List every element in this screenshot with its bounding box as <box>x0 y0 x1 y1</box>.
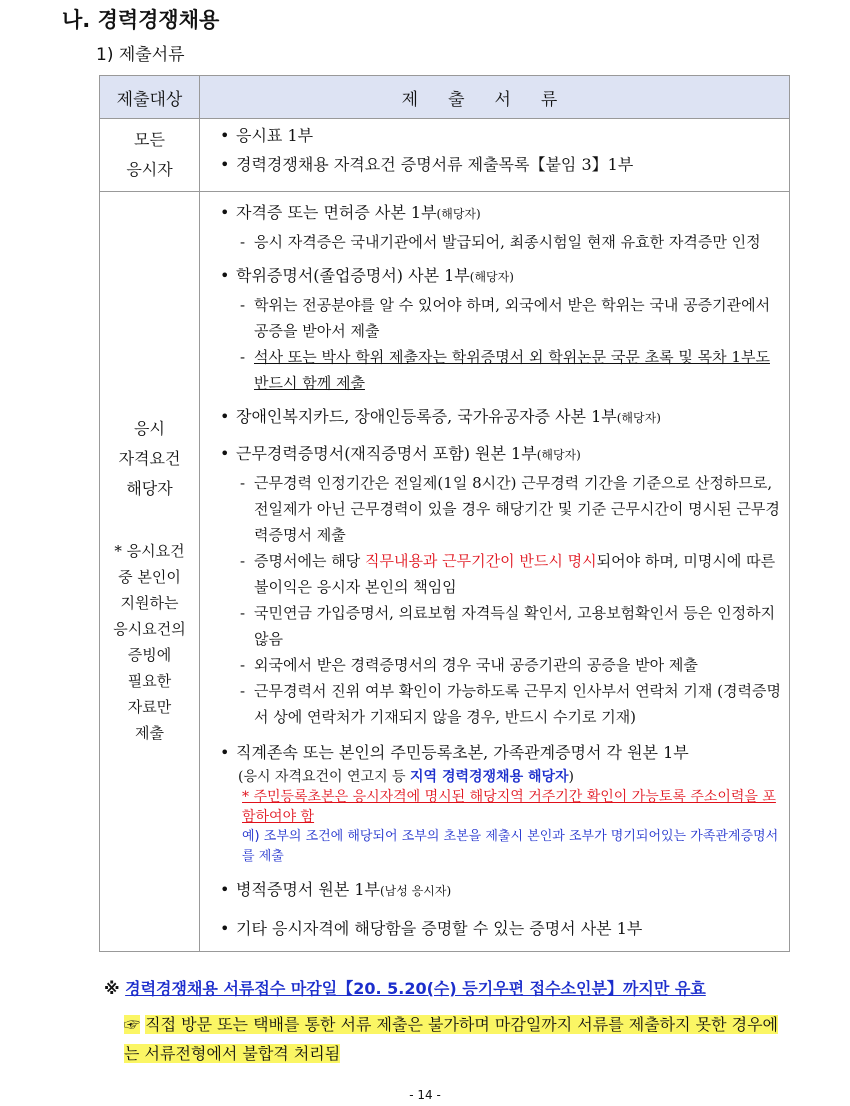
target-text: 응시자 <box>126 160 173 179</box>
item-text: 장애인복지카드, 장애인등록증, 국가유공자증 사본 1부 <box>236 407 617 426</box>
target-text: 자격요건 <box>118 449 181 468</box>
list-item: • 기타 응시자격에 해당함을 증명할 수 있는 증명서 사본 1부 <box>220 914 783 943</box>
list-item: • 직계존속 또는 본인의 주민등록초본, 가족관계증명서 각 원본 1부 <box>220 738 783 767</box>
example-note: 예) 조부의 조건에 해당되어 조부의 초본을 제출시 본인과 조부가 명기되어있는 가족관계증명서를 제출 <box>242 829 779 864</box>
side-note-line: 지원하는 <box>120 594 179 612</box>
list-item: • 응시표 1부 <box>220 121 783 150</box>
note-text: ) <box>568 769 575 785</box>
header-target: 제출대상 <box>100 76 200 119</box>
sub-heading: 1) 제출서류 <box>96 45 185 65</box>
target-text: 모든 <box>134 130 165 149</box>
sub-item: - 근무경력 인정기간은 전일제(1일 8시간) 근무경력 기간을 기준으로 산정하므로, 전일제가 아닌 근무경력이 있을 경우 해당기간 및 기준 근무시간이 명시된 근무경력증명서 제출 <box>238 470 783 548</box>
sub-item: - 응시 자격증은 국내기관에서 발급되어, 최종시험일 현재 유효한 자격증만 인정 <box>238 229 783 255</box>
side-note-line: 자료만 <box>127 698 172 716</box>
item-text: 자격증 또는 면허증 사본 1부 <box>236 203 437 222</box>
item-text: 학위증명서(졸업증명서) 사본 1부 <box>236 266 470 285</box>
deadline-notice <box>104 976 706 999</box>
section-heading: 나. 경력경쟁채용 <box>62 8 220 32</box>
list-item <box>220 261 783 292</box>
side-note-line: 필요한 <box>127 672 172 690</box>
note-text: (응시 자격요건이 연고지 등 <box>238 769 411 785</box>
side-note <box>100 538 199 746</box>
page-number: - 14 - <box>409 1088 441 1102</box>
side-note-line: 응시요건의 <box>113 620 186 638</box>
emphasis-text: 직무내용과 근무기간이 반드시 명시 <box>364 552 597 570</box>
warning-text: 직접 방문 또는 택배를 통한 서류 제출은 불가하며 마감일까지 서류를 제출하지 못한 경우에는 서류전형에서 불합격 처리됨 <box>124 1015 779 1063</box>
docs-all-applicants <box>200 119 790 192</box>
list-item <box>220 875 783 906</box>
sub-item: - 근무경력서 진위 여부 확인이 가능하도록 근무지 인사부서 연락처 기재 (경력증명서 상에 연락처가 기재되지 않을 경우, 반드시 수기로 기재) <box>238 678 783 730</box>
side-note-line: * 응시요건 <box>114 542 185 560</box>
sub-item <box>238 548 783 600</box>
item-text: 근무경력증명서(재직증명서 포함) 원본 1부 <box>236 444 537 463</box>
target-text: 응시 <box>134 419 165 438</box>
item-qualifier: (해당자) <box>469 270 514 284</box>
documents-table <box>99 75 790 952</box>
item-qualifier: (해당자) <box>536 448 581 462</box>
target-qualified <box>100 192 200 952</box>
side-note-line: 제출 <box>135 724 164 742</box>
list-item <box>220 439 783 470</box>
item-text: 병적증명서 원본 1부 <box>236 880 380 899</box>
deadline-text: 경력경쟁채용 서류접수 마감일【20. 5.20(수) 등기우편 접수소인분】까지만 유효 <box>125 979 706 998</box>
table-row <box>100 192 790 952</box>
header-documents: 제출서류 <box>200 76 790 119</box>
side-note-line: 중 본인이 <box>118 568 181 586</box>
pointing-hand-icon: ☞ <box>124 1015 141 1034</box>
item-qualifier: (해당자) <box>436 207 481 221</box>
warning-notice <box>124 1010 789 1068</box>
sub-item: - 국민연금 가입증명서, 의료보험 자격득실 확인서, 고용보험확인서 등은 인정하지 않음 <box>238 600 783 652</box>
list-item <box>220 198 783 229</box>
target-text: 해당자 <box>126 479 173 498</box>
sub-item-text: 증명서에는 해당 <box>254 552 365 570</box>
reference-mark: ※ <box>104 979 120 998</box>
list-item <box>220 402 783 433</box>
residence-note: * 주민등록초본은 응시자격에 명시된 해당지역 거주기간 확인이 가능토록 주소이력을 포함하여야 함 <box>242 789 776 825</box>
table-row <box>100 119 790 192</box>
sub-item: - 학위는 전공분야를 알 수 있어야 하며, 외국에서 받은 학위는 국내 공증기관에서 공증을 받아서 제출 <box>238 292 783 344</box>
docs-qualified <box>200 192 790 952</box>
sub-item: - 외국에서 받은 경력증명서의 경우 국내 공증기관의 공증을 받아 제출 <box>238 652 783 678</box>
sub-item-underlined: - 석사 또는 박사 학위 제출자는 학위증명서 외 학위논문 국문 초록 및 목차 1부도 반드시 함께 제출 <box>238 344 783 396</box>
target-all-applicants <box>100 119 200 192</box>
side-note-line: 증빙에 <box>127 646 172 664</box>
item-qualifier: (해당자) <box>616 411 661 425</box>
sub-item-text: 되어야 하며, 미명시에 따른 불이익은 응시자 본인의 책임임 <box>254 552 776 596</box>
note-emphasis: 지역 경력경쟁채용 해당자 <box>410 769 569 785</box>
item-qualifier: (남성 응시자) <box>380 884 452 898</box>
list-item: • 경력경쟁채용 자격요건 증명서류 제출목록【붙임 3】1부 <box>220 150 783 179</box>
item-note <box>238 767 783 787</box>
